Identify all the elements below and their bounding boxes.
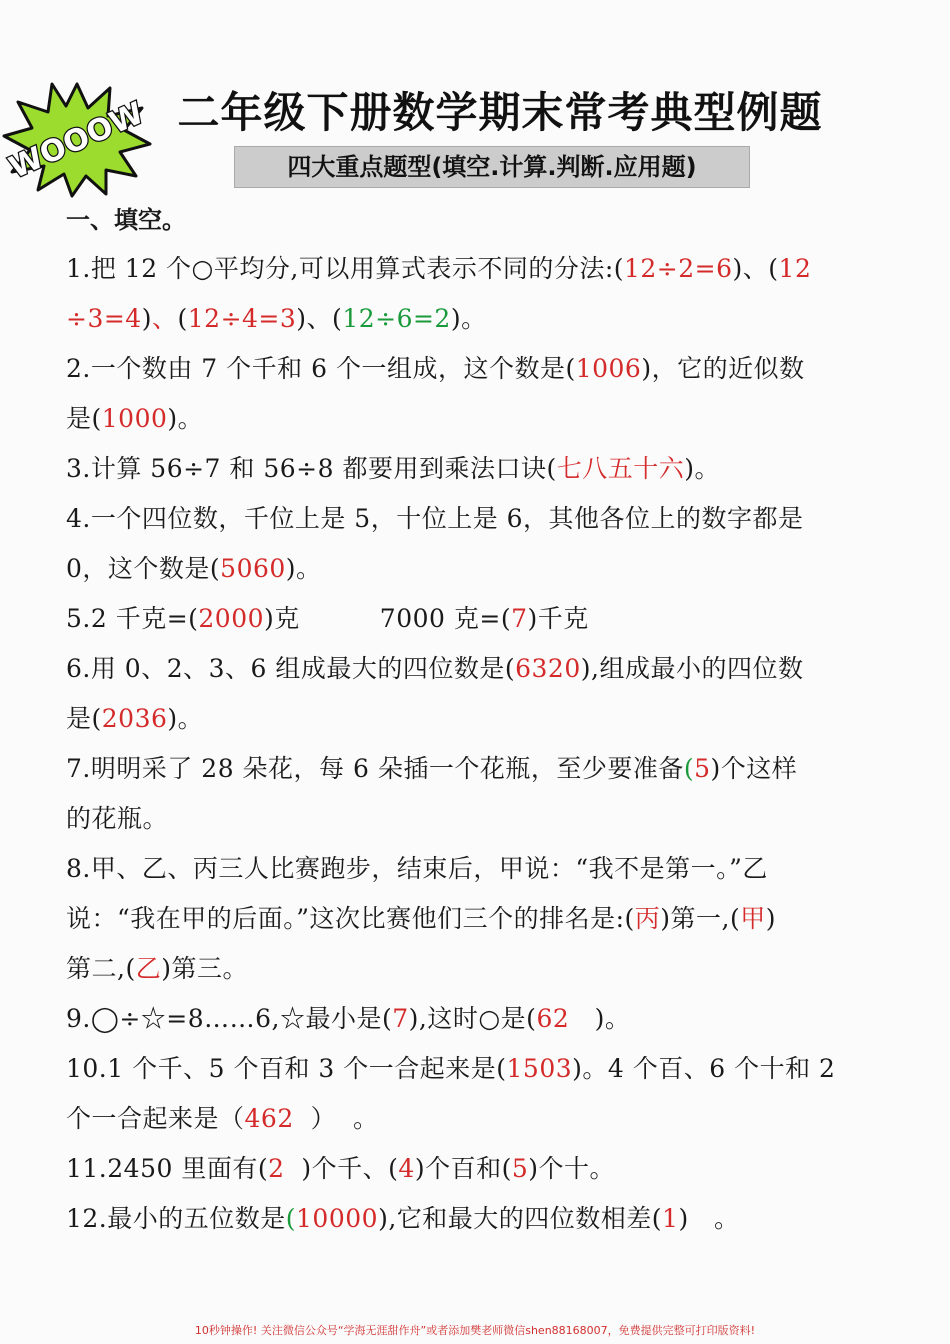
answer-text: 2 <box>268 1154 285 1183</box>
answer-text: 1503 <box>506 1054 573 1083</box>
question-11 <box>66 1144 896 1194</box>
question-text: )、( <box>732 254 779 283</box>
question-text: ),它和最大的四位数相差( <box>378 1204 663 1233</box>
question-text: 的花瓶。 <box>66 804 169 833</box>
answer-text: 1006 <box>575 354 642 383</box>
answer-text: 7 <box>511 604 528 633</box>
question-text: )克 <box>264 604 300 633</box>
question-text: )个百和( <box>414 1154 512 1183</box>
question-text: 4.一个四位数，千位上是 5，十位上是 6，其他各位上的数字都是 <box>66 504 804 533</box>
question-2-line-1 <box>66 344 896 394</box>
question-text: 11.2450 里面有( <box>66 1154 269 1183</box>
question-text: )。 <box>167 704 204 733</box>
question-text: )，它的近似数 <box>641 354 805 383</box>
question-text: 7000 克=( <box>379 604 512 633</box>
question-text: )。4 个百、6 个十和 2 <box>572 1054 836 1083</box>
question-1-line-2 <box>66 294 896 344</box>
question-text: ) <box>765 904 777 933</box>
answer-text: 5 <box>511 1154 529 1183</box>
footer-note: 10秒钟操作! 关注微信公众号“学海无涯甜作舟”或者添加樊老师微信shen88168007，免费提供完整可打印版资料! <box>194 1324 756 1337</box>
question-text: )个这样 <box>710 754 798 783</box>
question-text: 9.◯÷☆=8……6,☆最小是( <box>66 1004 393 1033</box>
page-title: 二年级下册数学期末常考典型例题 <box>177 88 823 137</box>
answer-punct: ( <box>683 754 695 783</box>
question-9 <box>66 994 896 1044</box>
question-3 <box>66 444 896 494</box>
question-text: 12.最小的五位数是 <box>66 1204 286 1233</box>
question-10-line-1 <box>66 1044 896 1094</box>
question-12 <box>66 1194 896 1244</box>
question-text: 是( <box>66 404 102 433</box>
question-text: 3.计算 56÷7 和 56÷8 都要用到乘法口诀( <box>66 454 557 483</box>
answer-text: 12÷6=2 <box>342 304 451 333</box>
question-text: 10.1 个千、5 个百和 3 个一合起来是( <box>66 1054 507 1083</box>
question-5 <box>66 594 896 644</box>
question-text: 5.2 千克=( <box>66 604 199 633</box>
question-10-line-2 <box>66 1094 896 1144</box>
answer-text: 七八五十六 <box>556 454 685 483</box>
answer-text: 1 <box>662 1204 679 1233</box>
question-4-line-1 <box>66 494 896 544</box>
answer-text: 7 <box>392 1004 409 1033</box>
answer-text: 1000 <box>101 404 168 433</box>
question-text: 0，这个数是( <box>66 554 221 583</box>
wooow-starburst-icon <box>2 78 152 198</box>
subtitle-banner: 四大重点题型(填空.计算.判断.应用题) <box>234 146 750 188</box>
badge-text: WOOOW <box>4 95 149 186</box>
question-text: )个十。 <box>528 1154 615 1183</box>
question-2-line-2 <box>66 394 896 444</box>
question-text: 1.把 12 个○平均分,可以用算式表示不同的分法:( <box>66 254 624 283</box>
answer-text: 6320 <box>515 654 581 683</box>
answer-text: ÷3=4 <box>66 304 142 333</box>
answer-text: 12÷4=3 <box>187 304 297 333</box>
question-text: ),组成最小的四位数 <box>580 654 804 683</box>
question-6-line-1 <box>66 644 896 694</box>
question-text: 8.甲、乙、丙三人比赛跑步，结束后，甲说：“我不是第一。”乙 <box>66 854 768 883</box>
section-heading: 一、填空。 <box>66 206 186 234</box>
answer-text: 12 <box>778 254 812 283</box>
question-text: )。 <box>569 1004 631 1033</box>
question-4-line-2 <box>66 544 896 594</box>
answer-text: 62 <box>536 1004 570 1033</box>
answer-text: 5 <box>694 754 711 783</box>
answer-text: 5060 <box>220 554 286 583</box>
question-text: )。 <box>167 404 204 433</box>
question-7-line-1 <box>66 744 896 794</box>
question-text: )、( <box>296 304 343 333</box>
question-text: 第二,( <box>66 954 136 983</box>
answer-text: 2000 <box>198 604 265 633</box>
answer-text: 乙 <box>135 954 162 983</box>
answer-text: 2036 <box>101 704 168 733</box>
question-text: ） 。 <box>293 1104 379 1133</box>
question-list <box>66 244 896 1244</box>
answer-punct: 、 <box>151 304 178 333</box>
question-text: )个千、( <box>284 1154 399 1183</box>
question-6-line-2 <box>66 694 896 744</box>
question-text: ( <box>177 304 188 333</box>
answer-text: 甲 <box>740 904 766 933</box>
answer-punct: ( <box>285 1204 297 1233</box>
question-text: )第三。 <box>161 954 248 983</box>
question-text: )第一,( <box>660 904 741 933</box>
question-1-line-1 <box>66 244 896 294</box>
question-text: 2.一个数由 7 个千和 6 个一组成，这个数是( <box>66 354 576 383</box>
answer-text: 12÷2=6 <box>624 254 733 283</box>
question-text: )。 <box>684 454 721 483</box>
question-text: ) 。 <box>678 1204 740 1233</box>
question-text: ) <box>141 304 152 333</box>
question-text: )。 <box>285 554 322 583</box>
question-7-line-2 <box>66 794 896 844</box>
question-text: )。 <box>450 304 487 333</box>
question-text: ),这时○是( <box>408 1004 537 1033</box>
question-text: 是( <box>66 704 102 733</box>
question-8-line-1 <box>66 844 896 894</box>
answer-text: 4 <box>398 1154 415 1183</box>
question-text: 7.明明采了 28 朵花，每 6 朵插一个花瓶，至少要准备 <box>66 754 684 783</box>
question-text: 6.用 0、2、3、6 组成最大的四位数是( <box>66 654 516 683</box>
question-text: 个一合起来是（ <box>66 1104 245 1133</box>
question-text: 说：“我在甲的后面。”这次比赛他们三个的排名是:( <box>66 904 635 933</box>
question-text: )千克 <box>527 604 589 633</box>
question-8-line-3 <box>66 944 896 994</box>
question-8-line-2 <box>66 894 896 944</box>
answer-text: 462 <box>244 1104 294 1133</box>
answer-text: 丙 <box>634 904 661 933</box>
answer-text: 10000 <box>296 1204 379 1233</box>
